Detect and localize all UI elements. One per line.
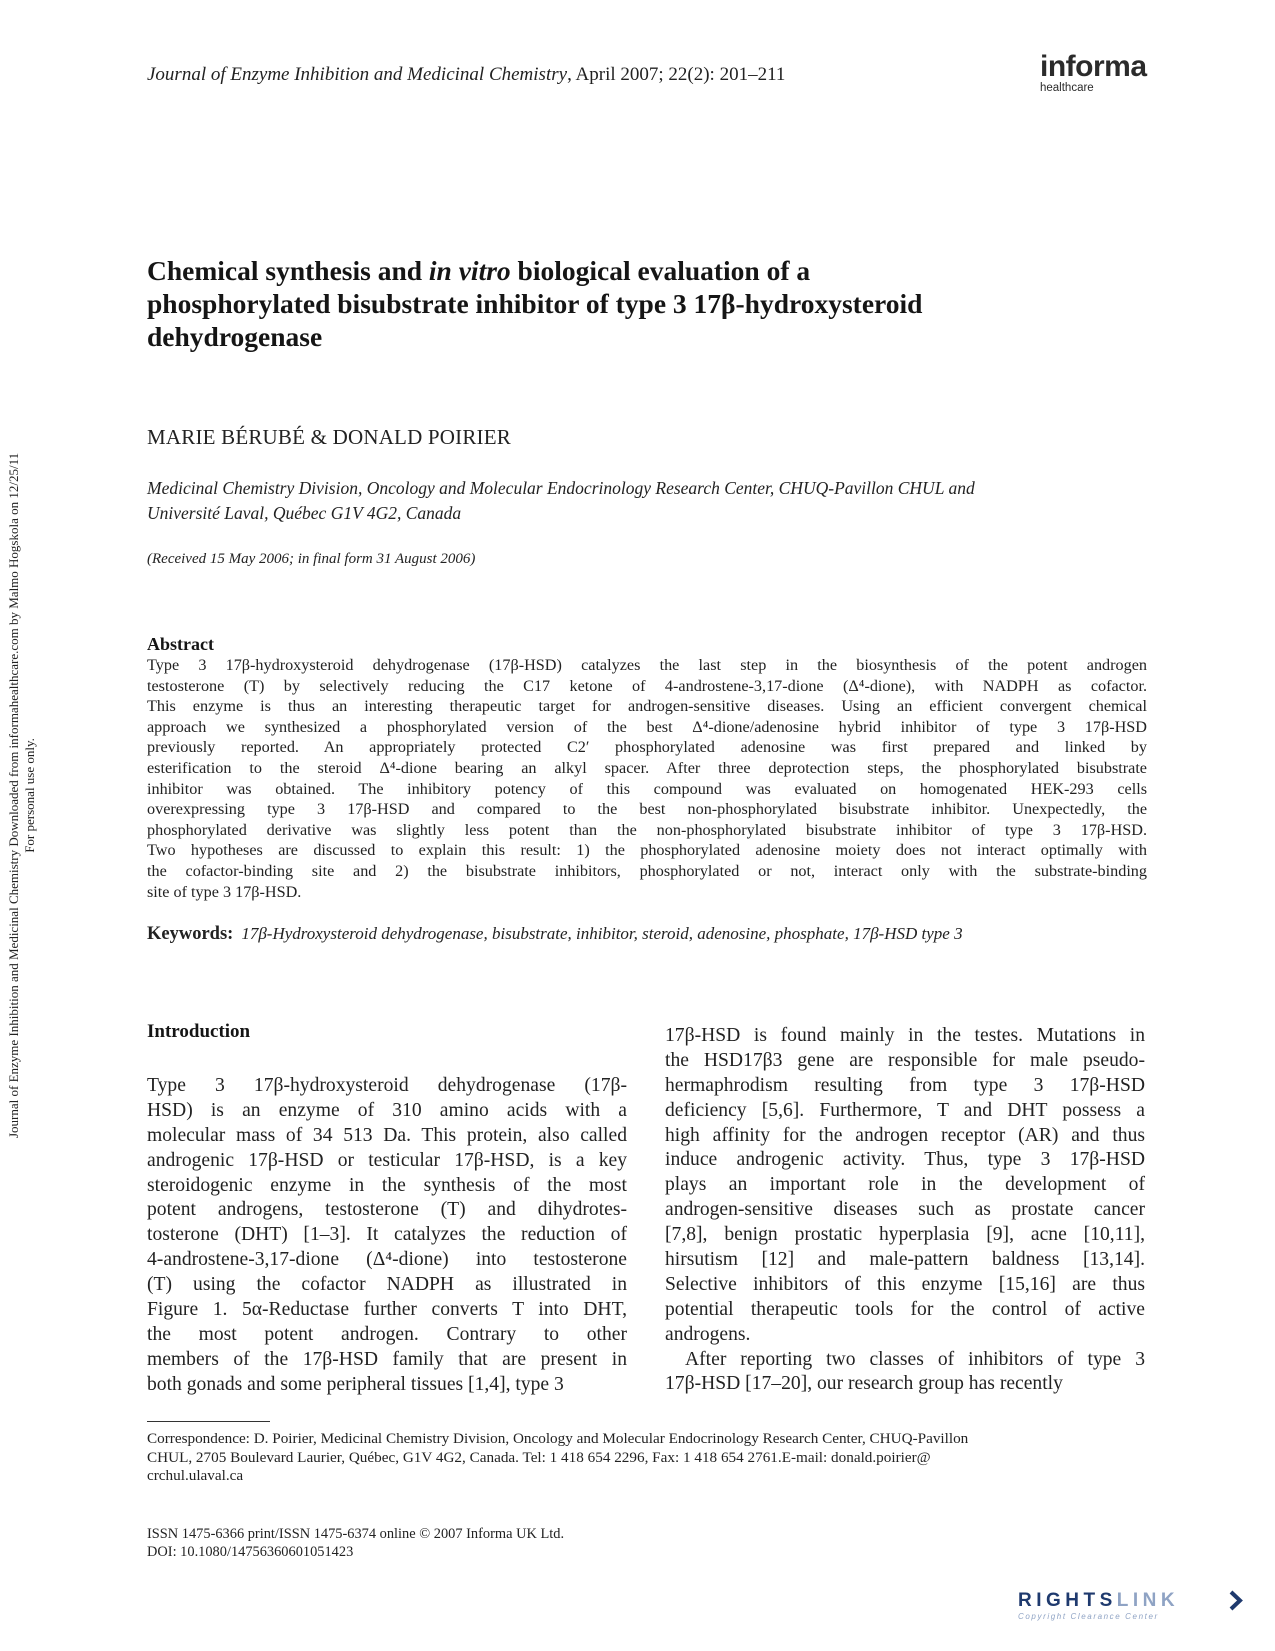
logo-sub: healthcare bbox=[1040, 82, 1094, 94]
affiliation-line-2: Université Laval, Québec G1V 4G2, Canada bbox=[147, 503, 462, 523]
keywords bbox=[147, 924, 1147, 945]
title-line-1b: biological evaluation of a bbox=[510, 255, 811, 286]
intro-left-line: steroidogenic enzyme in the synthesis of the most bbox=[147, 1174, 627, 1196]
abstract-body bbox=[147, 655, 1147, 902]
footnote-rule bbox=[147, 1421, 270, 1422]
abstract-line: phosphorylated derivative was slightly less potent than the non-phosphorylated bisubstrate inhibitor of type 3 17β-HSD. bbox=[147, 820, 1147, 839]
intro-right-line: hirsutism [12] and male-pattern baldness [13,14]. bbox=[665, 1249, 1145, 1271]
introduction-heading: Introduction bbox=[147, 1021, 251, 1042]
correspondence-line-2: CHUL, 2705 Boulevard Laurier, Québec, G1V 4G2, Canada. Tel: 1 418 654 2296, Fax: 1 418 654 2761.E-mail: donald.poirier@ bbox=[147, 1448, 931, 1466]
journal-citation bbox=[147, 64, 785, 86]
intro-left-line: androgenic 17β-HSD or testicular 17β-HSD, is a key bbox=[147, 1149, 627, 1171]
intro-right-line: Selective inhibitors of this enzyme [15,16] are thus bbox=[665, 1273, 1145, 1295]
rightslink-wordmark bbox=[1018, 1590, 1179, 1611]
correspondence-note bbox=[147, 1430, 1147, 1486]
intro-right-line: 17β-HSD [17–20], our research group has recently bbox=[665, 1373, 1063, 1395]
intro-left-line: members of the 17β-HSD family that are present in bbox=[147, 1348, 627, 1370]
intro-left-line: tosterone (DHT) [1–3]. It catalyzes the reduction of bbox=[147, 1224, 627, 1246]
intro-right-line: [7,8], benign prostatic hyperplasia [9], acne [10,11], bbox=[665, 1224, 1145, 1246]
intro-right-line: androgen-sensitive diseases such as prostate cancer bbox=[665, 1199, 1145, 1221]
issn-doi bbox=[147, 1525, 564, 1561]
intro-right-line: high affinity for the androgen receptor (AR) and thus bbox=[665, 1124, 1145, 1146]
abstract-line: the cofactor-binding site and 2) the bisubstrate inhibitors, phosphorylated or not, interact only with the substrate-binding bbox=[147, 861, 1147, 880]
publisher-logo bbox=[1040, 52, 1160, 95]
journal-name: Journal of Enzyme Inhibition and Medicinal Chemistry bbox=[147, 64, 568, 85]
intro-right-line: deficiency [5,6]. Furthermore, T and DHT possess a bbox=[665, 1099, 1145, 1121]
watermark-line-2: For personal use only. bbox=[22, 737, 37, 853]
intro-right-line: induce androgenic activity. Thus, type 3 17β-HSD bbox=[665, 1149, 1145, 1171]
rightslink-word-rights: RIGHTS bbox=[1018, 1590, 1117, 1611]
introduction-left-column bbox=[147, 1074, 627, 1398]
abstract-line: approach we synthesized a phosphorylated version of the best Δ⁴-dione/adenosine hybrid inhibitor of type 3 17β-HSD bbox=[147, 717, 1147, 736]
rightslink-logo bbox=[1018, 1586, 1258, 1626]
rightslink-tagline: Copyright Clearance Center bbox=[1018, 1612, 1159, 1621]
intro-left-line: 4-androstene-3,17-dione (Δ⁴-dione) into testosterone bbox=[147, 1249, 627, 1271]
title-line-1-italic: in vitro bbox=[428, 255, 511, 286]
intro-left-line: HSD) is an enzyme of 310 amino acids with a bbox=[147, 1099, 627, 1121]
received-dates: (Received 15 May 2006; in final form 31 August 2006) bbox=[147, 551, 476, 567]
intro-right-line: 17β-HSD is found mainly in the testes. Mutations in bbox=[665, 1025, 1145, 1046]
abstract-heading: Abstract bbox=[147, 634, 214, 654]
logo-brand: informa bbox=[1040, 50, 1147, 83]
title-line-3: dehydrogenase bbox=[147, 321, 323, 352]
intro-left-line: molecular mass of 34 513 Da. This protein, also called bbox=[147, 1124, 627, 1146]
rightslink-logo-graphic bbox=[1018, 1586, 1258, 1626]
intro-left-line: (T) using the cofactor NADPH as illustrated in bbox=[147, 1274, 627, 1296]
abstract-line: esterification to the steroid Δ⁴-dione bearing an alkyl spacer. After three deprotection steps, the phosphorylated bisubstrate bbox=[147, 758, 1147, 777]
abstract-line: Two hypotheses are discussed to explain this result: 1) the phosphorylated adenosine moiety does not interact optimally with bbox=[147, 841, 1147, 860]
abstract-line: Type 3 17β-hydroxysteroid dehydrogenase (17β-HSD) catalyzes the last step in the biosynthesis of the potent androgen bbox=[147, 656, 1147, 674]
affiliation-line-1: Medicinal Chemistry Division, Oncology and Molecular Endocrinology Research Center, CHUQ-Pavillon CHUL and bbox=[147, 478, 975, 498]
rightslink-word-link: LINK bbox=[1116, 1590, 1180, 1611]
intro-right-line: potential therapeutic tools for the control of active bbox=[665, 1298, 1145, 1320]
issn-line: ISSN 1475-6366 print/ISSN 1475-6374 online © 2007 Informa UK Ltd. bbox=[147, 1526, 565, 1542]
correspondence-line-1: Correspondence: D. Poirier, Medicinal Chemistry Division, Oncology and Molecular Endocrinology Research Center, CHUQ-Pavillon bbox=[147, 1430, 969, 1447]
title-line-1a: Chemical synthesis and bbox=[147, 255, 429, 286]
intro-left-line: both gonads and some peripheral tissues [1,4], type 3 bbox=[147, 1373, 564, 1395]
journal-issue: , April 2007; 22(2): 201–211 bbox=[567, 64, 786, 85]
abstract-line: site of type 3 17β-HSD. bbox=[147, 882, 302, 901]
abstract-line: previously reported. An appropriately protected C2′ phosphorylated adenosine was first prepared and linked by bbox=[147, 738, 1147, 757]
intro-left-line: Type 3 17β-hydroxysteroid dehydrogenase (17β- bbox=[147, 1075, 627, 1096]
correspondence-line-3: crchul.ulaval.ca bbox=[147, 1467, 244, 1485]
intro-right-line: hermaphrodism resulting from type 3 17β-HSD bbox=[665, 1074, 1145, 1096]
intro-right-line: After reporting two classes of inhibitors of type 3 bbox=[685, 1348, 1145, 1370]
abstract-line: overexpressing type 3 17β-HSD and compared to the best non-phosphorylated bisubstrate inhibitor. Unexpectedly, the bbox=[147, 800, 1147, 819]
watermark-line-1: Journal of Enzyme Inhibition and Medicinal Chemistry Downloaded from informahealthcare.com by Malmo Hogskola on 12/25/11 bbox=[6, 452, 21, 1138]
keywords-value: 17β-Hydroxysteroid dehydrogenase, bisubstrate, inhibitor, steroid, adenosine, phosphate, 17β-HSD type 3 bbox=[241, 924, 963, 943]
intro-left-line: Figure 1. 5α-Reductase further converts T into DHT, bbox=[147, 1299, 627, 1321]
authors: MARIE BÉRUBÉ & DONALD POIRIER bbox=[147, 425, 511, 449]
intro-right-line: plays an important role in the development of bbox=[665, 1174, 1145, 1196]
intro-right-line: the HSD17β3 gene are responsible for male pseudo- bbox=[665, 1049, 1145, 1071]
abstract-line: This enzyme is thus an interesting therapeutic target for androgen-sensitive diseases. Using an efficient convergent chemical bbox=[147, 697, 1147, 716]
title-line-2: phosphorylated bisubstrate inhibitor of type 3 17β-hydroxysteroid bbox=[147, 288, 923, 319]
introduction-right-column bbox=[665, 1024, 1145, 1397]
keywords-label: Keywords: bbox=[147, 924, 234, 944]
download-watermark bbox=[6, 452, 38, 1137]
abstract-line: testosterone (T) by selectively reducing the C17 ketone of 4-androstene-3,17-dione (Δ⁴-dione), with NADPH as cofactor. bbox=[147, 676, 1147, 695]
article-title bbox=[147, 254, 1127, 353]
intro-left-line: potent androgens, testosterone (T) and dihydrotes- bbox=[147, 1199, 627, 1221]
intro-left-line: the most potent androgen. Contrary to other bbox=[147, 1323, 627, 1345]
affiliation bbox=[147, 476, 1127, 526]
intro-right-line: androgens. bbox=[665, 1323, 751, 1345]
abstract-line: inhibitor was obtained. The inhibitory potency of this compound was evaluated on homogenated HEK-293 cells bbox=[147, 779, 1147, 798]
rightslink-chevron-icon bbox=[1231, 1592, 1240, 1609]
doi-line: DOI: 10.1080/14756360601051423 bbox=[147, 1544, 354, 1560]
